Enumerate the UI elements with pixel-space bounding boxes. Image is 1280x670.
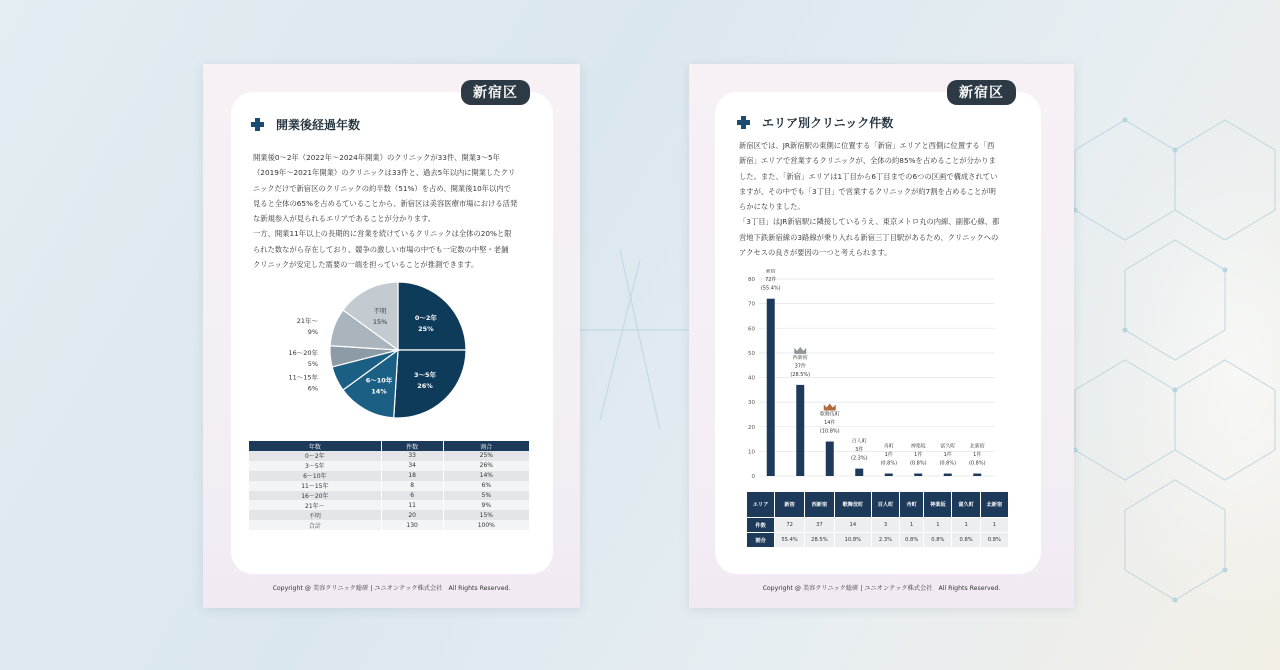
table-cell: 26% [443, 461, 529, 471]
pie-label-name: 6〜10年 [365, 376, 393, 385]
pie-label-pct: 6% [307, 384, 318, 393]
bar-data-label: 3件 [855, 447, 864, 454]
table-cell: 0〜2年 [249, 451, 381, 461]
table-cell: 28.5% [805, 533, 835, 548]
table-cell: 0.8% [900, 533, 924, 548]
table-cell: 1 [952, 518, 980, 533]
table-row [747, 518, 1009, 533]
crown-icon [824, 404, 836, 411]
body-paragraph: 開業後0〜2年（2022年〜2024年開業）のクリニックが33件、開業3〜5年 （2019年〜2021年開業）のクリニックは33件と、過去5年以内に開業したクリ ニックだけで新宿区のクリニックの約半数（51%）を占め、開業後10年以内で 見ると全体の65%を占めるていることから、新宿区は美容医療市場における活発 な新規参入が見られるエリアであることが分かります。 一方、開業11年以上の長期的に営業を続けているクリニックは全体の20%と限 られた数ながら存在しており、競争の激しい市場の中でも一定数の中堅・老舗 クリニックが安定した需要の一端を担っていることが推測できます。 [253, 153, 518, 270]
table-row [249, 451, 530, 461]
bar-data-label: (0.8%) [880, 460, 898, 467]
table-cell: 33 [381, 451, 443, 461]
report-page-opening-years [203, 64, 580, 608]
medical-cross-icon [251, 118, 264, 131]
table-cell: 5% [443, 491, 529, 501]
table-header: 神楽坂 [924, 492, 952, 518]
section-title-text: エリア別クリニック件数 [762, 116, 894, 130]
table-cell: 11〜15年 [249, 481, 381, 491]
table-cell: 0.8% [952, 533, 980, 548]
bar [914, 474, 922, 476]
bar-data-label: (55.4%) [760, 285, 781, 292]
pie-label-name: 3〜5年 [413, 370, 437, 379]
bar-data-label: 1件 [914, 452, 923, 459]
table-row [249, 500, 530, 510]
table-header: 北新宿 [980, 492, 1008, 518]
bar [855, 469, 863, 476]
bar-data-label: 72件 [765, 277, 777, 284]
bar-data-label: 1件 [943, 452, 952, 459]
section-title-text: 開業後経過年数 [276, 118, 361, 132]
pie-label-pct: 9% [307, 327, 318, 336]
table-cell: 1 [980, 518, 1008, 533]
table-header: 舟町 [900, 492, 924, 518]
table-header: 新宿 [775, 492, 805, 518]
bar-data-label: 神楽坂 [910, 443, 926, 450]
bar [826, 442, 834, 476]
table-cell: 0.8% [924, 533, 952, 548]
table-header: 件数 [381, 441, 443, 451]
copyright: Copyright @ 美容クリニック総研 | ユニオンテック株式会社 All Rights Reserved. [762, 585, 1001, 592]
table-cell: 11 [381, 500, 443, 510]
row-header: 件数 [747, 518, 775, 533]
bar [796, 385, 804, 476]
table-cell: 6% [443, 481, 529, 491]
table-cell: 20 [381, 510, 443, 520]
y-tick-label: 10 [748, 449, 755, 456]
bar-data-label: 1件 [973, 452, 982, 459]
pie-label-name: 21年〜 [296, 316, 318, 325]
table-cell: 25% [443, 451, 529, 461]
medical-cross-icon [737, 116, 750, 129]
table-cell: 14 [834, 518, 871, 533]
table-cell: 55.4% [775, 533, 805, 548]
table-cell: 不明 [249, 510, 381, 520]
bar [767, 299, 775, 476]
pie-label-name: 0〜2年 [414, 314, 437, 323]
bar-data-label: (10.8%) [819, 428, 840, 435]
bar-data-label: 舟町 [883, 443, 894, 450]
table-header: 富久町 [952, 492, 980, 518]
table-row [249, 520, 530, 530]
y-tick-label: 30 [748, 400, 755, 407]
pie-label-pct: 5% [307, 359, 318, 368]
pie-label-pct: 15% [372, 317, 388, 326]
pie-label-name: 不明 [373, 306, 387, 315]
bar-data-label: 1件 [884, 452, 893, 459]
area-table [746, 491, 1009, 548]
bar-data-label: (28.5%) [790, 371, 811, 378]
y-tick-label: 50 [748, 350, 755, 357]
table-header: 百人町 [871, 492, 899, 518]
bar-data-label: 14件 [824, 420, 836, 427]
table-cell: 16〜20年 [249, 491, 381, 501]
table-cell: 1 [900, 518, 924, 533]
table-row [249, 510, 530, 520]
ward-tag: 新宿区 [461, 80, 530, 105]
bar-data-label: 西新宿 [792, 354, 808, 361]
row-header: 割合 [747, 533, 775, 548]
table-header: 歌舞伎町 [834, 492, 871, 518]
table-cell: 合計 [249, 520, 381, 530]
crown-icon [794, 347, 806, 354]
table-row [249, 491, 530, 501]
table-row [249, 471, 530, 481]
pie-label-pct: 14% [371, 387, 387, 396]
table-cell: 10.8% [834, 533, 871, 548]
y-tick-label: 40 [748, 375, 755, 382]
pie-label-pct: 25% [418, 325, 434, 334]
y-tick-label: 80 [748, 277, 755, 283]
table-cell: 14% [443, 471, 529, 481]
table-cell: 34 [381, 461, 443, 471]
bar-data-label: 北新宿 [969, 443, 985, 450]
y-tick-label: 70 [748, 301, 755, 308]
bar-data-label: 新宿 [765, 269, 776, 275]
table-header: 割合 [443, 441, 529, 451]
table-cell: 0.8% [980, 533, 1008, 548]
table-header: 年数 [249, 441, 381, 451]
pie-label-pct: 26% [417, 381, 433, 390]
table-header: エリア [747, 492, 775, 518]
bar-data-label: 歌舞伎町 [819, 411, 840, 418]
table-cell: 3〜5年 [249, 461, 381, 471]
bar-data-label: (0.8%) [968, 460, 986, 467]
body-paragraph: 新宿区では、JR新宿駅の東側に位置する「新宿」エリアと西側に位置する「西 新宿」エリアで営業するクリニックが、全体の約85%を占めることが分かりま した。また、「新宿」エリアは1丁目から6丁目までの6つの区画で構成されてい ますが、その中でも「3丁目」で営業するクリニックが約7割を占めることが明 らかになりました。 「3丁目」はJR新宿駅に隣接しているうえ、東京メトロ丸の内線、副都心線、都 営地下鉄新宿線の3路線が乗り入れる新宿三丁目駅があるため、クリニックへの アクセスの良さが要因の一つと考えられます。 [739, 141, 1000, 258]
y-tick-label: 0 [751, 474, 755, 480]
table-cell: 6 [381, 491, 443, 501]
pie-label-name: 11〜15年 [288, 373, 318, 382]
ward-tag: 新宿区 [947, 80, 1016, 105]
bar-data-label: 37件 [794, 363, 806, 370]
table-cell: 72 [775, 518, 805, 533]
table-cell: 1 [924, 518, 952, 533]
table-cell: 2.3% [871, 533, 899, 548]
table-cell: 9% [443, 500, 529, 510]
table-row [249, 481, 530, 491]
table-cell: 21年〜 [249, 500, 381, 510]
table-cell: 130 [381, 520, 443, 530]
years-table [249, 441, 530, 530]
section-title [251, 116, 360, 133]
bar [973, 474, 981, 476]
bar-data-label: 富久町 [940, 443, 956, 450]
y-tick-label: 20 [748, 424, 755, 431]
table-cell: 8 [381, 481, 443, 491]
table-row [249, 461, 530, 471]
section-title [737, 114, 893, 131]
table-row [747, 533, 1009, 548]
bar-data-label: (0.8%) [909, 460, 927, 467]
table-cell: 3 [871, 518, 899, 533]
table-cell: 100% [443, 520, 529, 530]
bar [944, 474, 952, 476]
bar-data-label: (0.8%) [939, 460, 957, 467]
table-cell: 18 [381, 471, 443, 481]
bar-data-label: (2.3%) [850, 455, 868, 462]
report-page-area-counts [689, 64, 1074, 608]
table-cell: 15% [443, 510, 529, 520]
bar-data-label: 百人町 [851, 438, 867, 445]
bar [885, 474, 893, 476]
pie-chart [278, 278, 468, 423]
pie-label-name: 16〜20年 [288, 348, 318, 357]
table-cell: 6〜10年 [249, 471, 381, 481]
table-header: 西新宿 [805, 492, 835, 518]
y-tick-label: 60 [748, 326, 755, 333]
bar-chart [737, 269, 1003, 484]
table-cell: 37 [805, 518, 835, 533]
copyright: Copyright @ 美容クリニック総研 | ユニオンテック株式会社 All Rights Reserved. [272, 585, 511, 592]
